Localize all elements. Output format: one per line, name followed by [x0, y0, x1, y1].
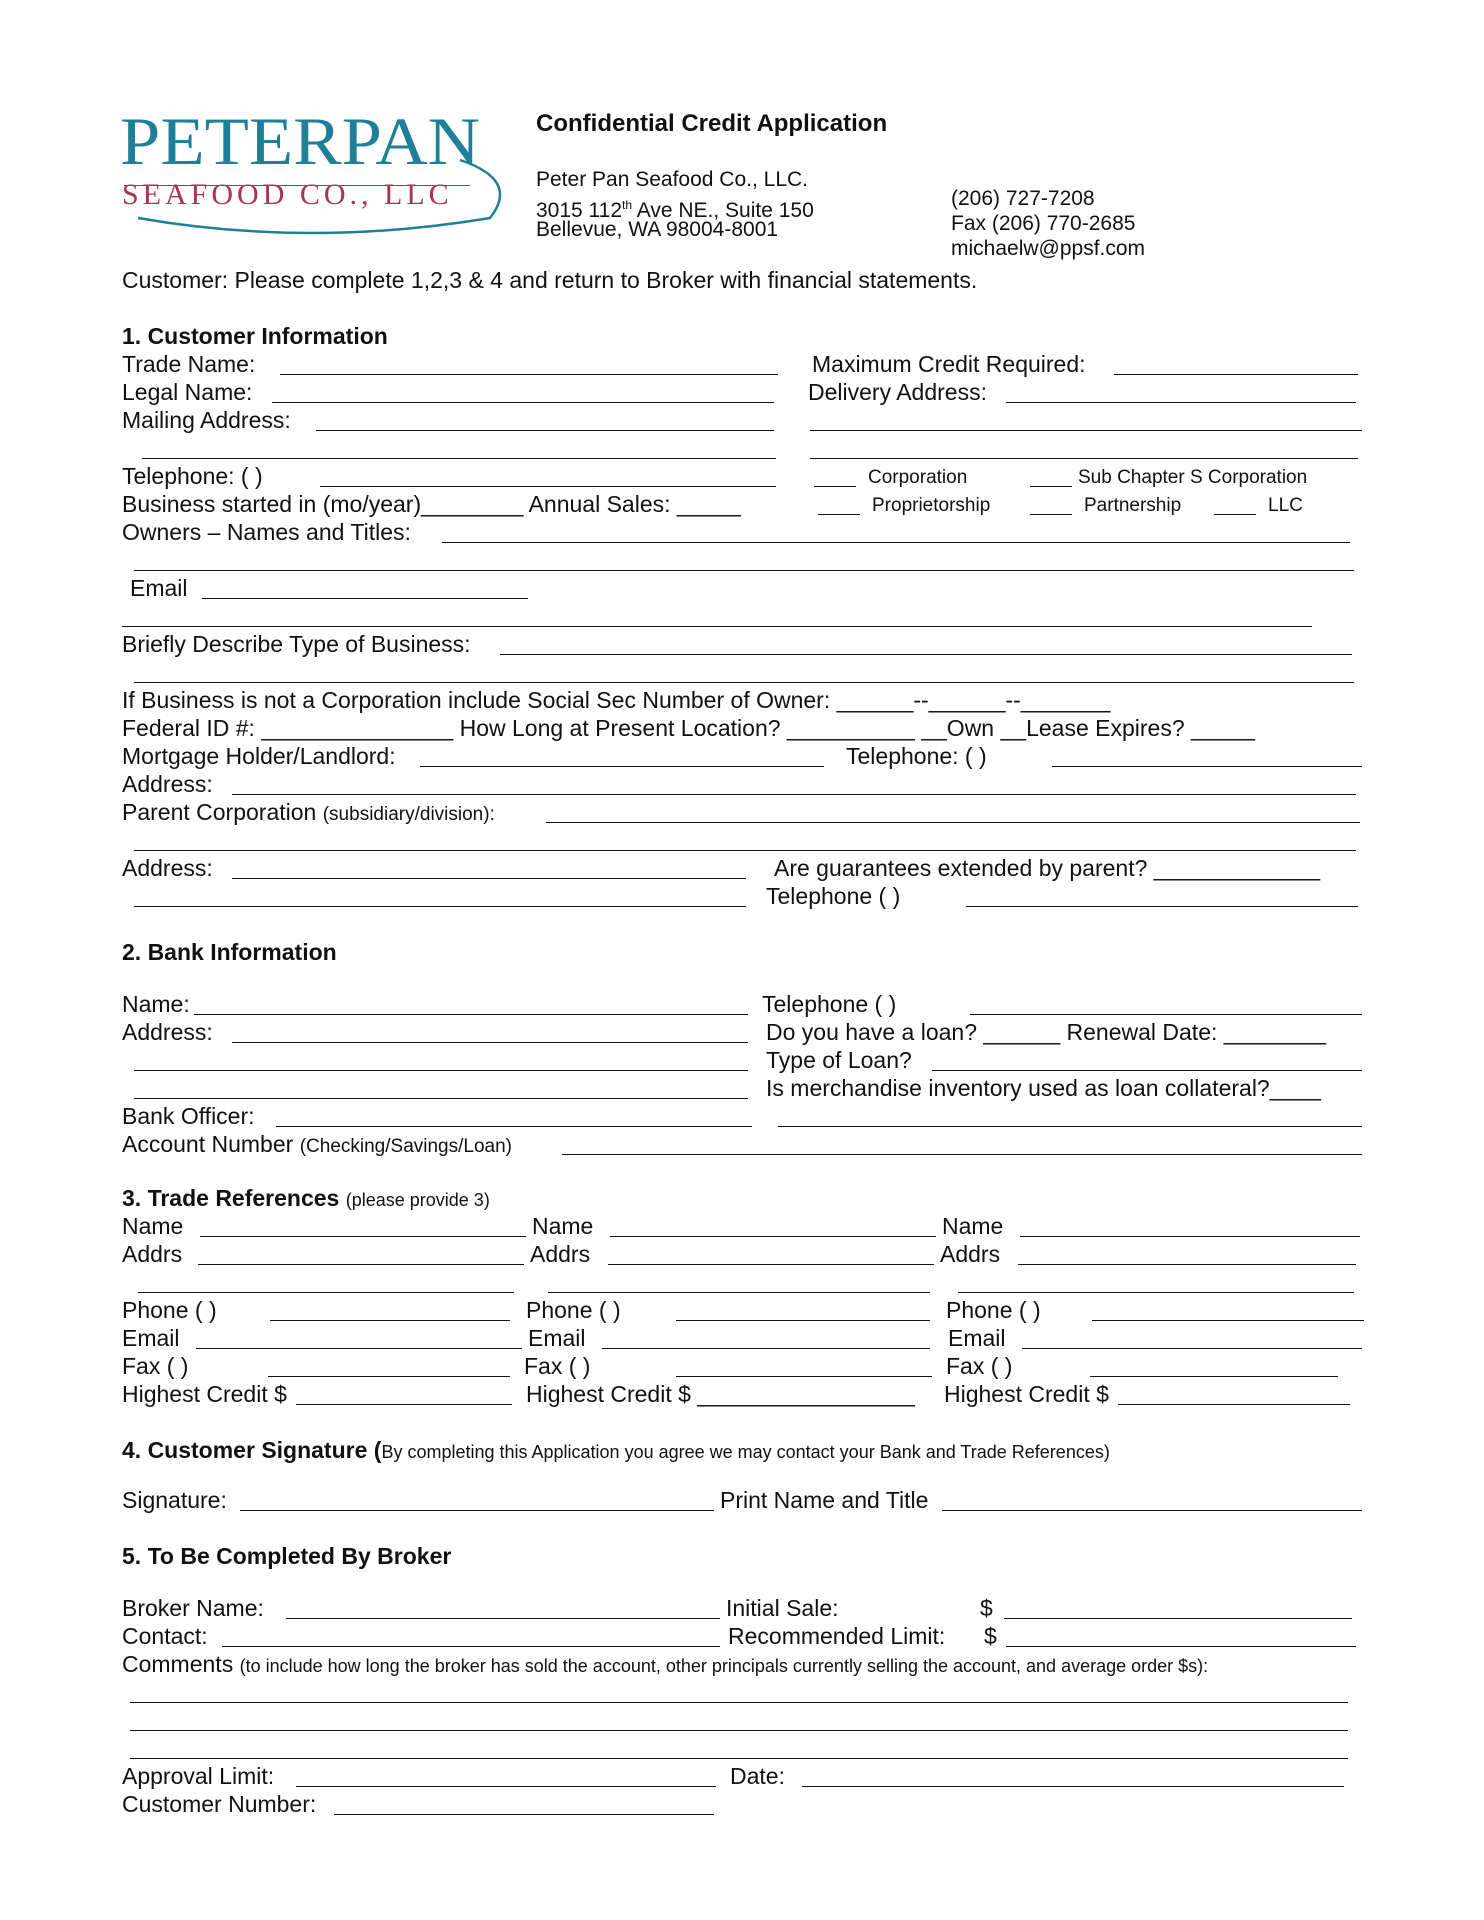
delivery-address-label: Delivery Address: [808, 379, 987, 405]
ref1-email-label: Email [122, 1325, 180, 1351]
initial-sale-label: Initial Sale: [726, 1595, 839, 1621]
telephone-label: Telephone: ( ) [122, 463, 263, 489]
ref2-highest-credit-label: Highest Credit $ _________________ [526, 1381, 915, 1407]
parent-corporation-field-2[interactable] [134, 850, 1356, 851]
guarantees-label: Are guarantees extended by parent? _____________ [774, 855, 1321, 881]
max-credit-field[interactable] [1114, 374, 1358, 375]
mailing-address-label: Mailing Address: [122, 407, 291, 433]
blank-line[interactable] [122, 626, 1312, 627]
print-name-label: Print Name and Title [720, 1487, 929, 1513]
ref2-addrs-label: Addrs [530, 1241, 591, 1267]
corporation-label: Corporation [868, 467, 968, 488]
parent-address-field[interactable] [232, 878, 746, 879]
mortgage-telephone-field[interactable] [1052, 766, 1362, 767]
ref1-fax-field[interactable] [268, 1376, 510, 1377]
describe-business-field[interactable] [500, 654, 1352, 655]
company-phone: (206) 727-7208 [951, 187, 1095, 210]
ref1-phone-label: Phone ( ) [122, 1297, 217, 1323]
ref2-email-field[interactable] [602, 1348, 930, 1349]
print-name-field[interactable] [942, 1510, 1362, 1511]
owners-label: Owners – Names and Titles: [122, 519, 411, 545]
ref1-addrs-label: Addrs [122, 1241, 183, 1267]
ssn-label: If Business is not a Corporation include Social Sec Number of Owner: ______--______--_______ [122, 687, 1111, 713]
ref2-phone-label: Phone ( ) [526, 1297, 621, 1323]
business-started-label: Business started in (mo/year)________ Annual Sales: _____ [122, 491, 741, 517]
ref1-phone-field[interactable] [270, 1320, 510, 1321]
proprietorship-label: Proprietorship [872, 495, 991, 516]
instructions: Customer: Please complete 1,2,3 & 4 and return to Broker with financial statements. [122, 267, 978, 293]
bank-officer-label: Bank Officer: [122, 1103, 255, 1129]
ref3-highest-credit-field[interactable] [1118, 1404, 1350, 1405]
mailing-address-field[interactable] [316, 430, 774, 431]
ref1-addrs-field[interactable] [198, 1264, 524, 1265]
email-field[interactable] [202, 598, 528, 599]
trade-name-label: Trade Name: [122, 351, 256, 377]
contact-field[interactable] [222, 1646, 720, 1647]
ref1-addrs-field-2[interactable] [138, 1292, 514, 1293]
bank-address-field-3[interactable] [134, 1098, 748, 1099]
logo-wordmark: PETERPAN [120, 103, 480, 179]
section-3-heading: 3. Trade References (please provide 3) [122, 1185, 490, 1211]
ref3-email-label: Email [948, 1325, 1006, 1351]
bank-address-field-2[interactable] [134, 1070, 748, 1071]
parent-telephone-field[interactable] [966, 906, 1358, 907]
legal-name-field[interactable] [272, 402, 774, 403]
ref1-highest-credit-field[interactable] [296, 1404, 512, 1405]
loan-type-field[interactable] [932, 1070, 1362, 1071]
ref1-highest-credit-label: Highest Credit $ [122, 1381, 287, 1407]
delivery-address-field-2[interactable] [810, 430, 1362, 431]
ref2-fax-field[interactable] [676, 1376, 932, 1377]
section-5-heading: 5. To Be Completed By Broker [122, 1543, 452, 1569]
bank-officer-field[interactable] [276, 1126, 752, 1127]
max-credit-label: Maximum Credit Required: [812, 351, 1086, 377]
describe-business-label: Briefly Describe Type of Business: [122, 631, 471, 657]
company-fax: Fax (206) 770-2685 [951, 212, 1136, 235]
comments-field-1[interactable] [130, 1702, 1348, 1703]
ref2-name-label: Name [532, 1213, 594, 1239]
mortgage-telephone-label: Telephone: ( ) [846, 743, 987, 769]
ref3-phone-label: Phone ( ) [946, 1297, 1041, 1323]
recommended-limit-dollar: $ [984, 1623, 997, 1649]
customer-number-label: Customer Number: [122, 1791, 317, 1817]
contact-label: Contact: [122, 1623, 208, 1649]
page-title: Confidential Credit Application [536, 110, 888, 137]
proprietorship-checkbox[interactable] [818, 514, 860, 515]
account-number-field[interactable] [562, 1154, 1362, 1155]
bank-name-field[interactable] [194, 1014, 748, 1015]
section-2-heading: 2. Bank Information [122, 939, 337, 965]
delivery-address-field-3[interactable] [810, 458, 1358, 459]
ref3-name-field[interactable] [1020, 1236, 1360, 1237]
email-label: Email [130, 575, 188, 601]
ref3-email-field[interactable] [1022, 1348, 1362, 1349]
initial-sale-field[interactable] [1004, 1618, 1352, 1619]
parent-corporation-field[interactable] [546, 822, 1360, 823]
corporation-checkbox[interactable] [814, 486, 856, 487]
bank-address-field[interactable] [232, 1042, 748, 1043]
ref3-highest-credit-label: Highest Credit $ [944, 1381, 1109, 1407]
mortgage-holder-label: Mortgage Holder/Landlord: [122, 743, 396, 769]
account-number-label: Account Number (Checking/Savings/Loan) [122, 1131, 512, 1157]
legal-name-label: Legal Name: [122, 379, 253, 405]
ref3-addrs-label: Addrs [940, 1241, 1001, 1267]
ref2-addrs-field[interactable] [608, 1264, 934, 1265]
comments-label: Comments (to include how long the broker has sold the account, other principals currently selling the account, and average order $s): [122, 1651, 1209, 1677]
parent-address-label: Address: [122, 855, 213, 881]
owners-field-2[interactable] [134, 570, 1354, 571]
ref3-fax-field[interactable] [1090, 1376, 1338, 1377]
comments-field-3[interactable] [130, 1758, 1348, 1759]
parent-corporation-label: Parent Corporation (subsidiary/division): [122, 799, 495, 825]
bank-name-label: Name: [122, 991, 190, 1017]
logo-rule [124, 185, 470, 186]
ref1-email-field[interactable] [196, 1348, 522, 1349]
ref3-addrs-field-2[interactable] [958, 1292, 1354, 1293]
mailing-address-field-2[interactable] [142, 458, 776, 459]
bank-address-label: Address: [122, 1019, 213, 1045]
loan-type-label: Type of Loan? [766, 1047, 912, 1073]
peter-pan-logo [120, 100, 510, 240]
signature-label: Signature: [122, 1487, 227, 1513]
company-email: michaelw@ppsf.com [951, 237, 1146, 260]
trade-name-field[interactable] [280, 374, 778, 375]
sub-s-checkbox[interactable] [1030, 486, 1072, 487]
delivery-address-field[interactable] [1006, 402, 1356, 403]
sub-s-label: Sub Chapter S Corporation [1078, 467, 1308, 488]
bank-telephone-label: Telephone ( ) [762, 991, 897, 1017]
company-name: Peter Pan Seafood Co., LLC. [536, 168, 809, 191]
ref2-phone-field[interactable] [676, 1320, 930, 1321]
company-city: Bellevue, WA 98004-8001 [536, 218, 779, 241]
ref2-fax-label: Fax ( ) [524, 1353, 591, 1379]
ref3-addrs-field[interactable] [1018, 1264, 1356, 1265]
partnership-label: Partnership [1084, 495, 1182, 516]
approval-limit-field[interactable] [296, 1786, 716, 1787]
recommended-limit-label: Recommended Limit: [728, 1623, 946, 1649]
approval-limit-label: Approval Limit: [122, 1763, 275, 1789]
ref3-name-label: Name [942, 1213, 1004, 1239]
initial-sale-dollar: $ [980, 1595, 993, 1621]
customer-number-field[interactable] [334, 1814, 714, 1815]
company-street: 3015 112th Ave NE., Suite 150 [536, 198, 814, 222]
date-label: Date: [730, 1763, 785, 1789]
describe-business-field-2[interactable] [134, 682, 1354, 683]
section-4-heading: 4. Customer Signature (By completing this Application you agree we may contact your Bank and Trade References) [122, 1437, 1110, 1463]
mortgage-holder-field[interactable] [420, 766, 824, 767]
broker-name-field[interactable] [286, 1618, 720, 1619]
ref1-fax-label: Fax ( ) [122, 1353, 189, 1379]
recommended-limit-field[interactable] [1006, 1646, 1356, 1647]
ref3-fax-label: Fax ( ) [946, 1353, 1013, 1379]
owners-field[interactable] [442, 542, 1350, 543]
bank-telephone-field[interactable] [970, 1014, 1362, 1015]
broker-name-label: Broker Name: [122, 1595, 264, 1621]
telephone-field[interactable] [320, 486, 776, 487]
ref1-name-field[interactable] [200, 1236, 526, 1237]
parent-address-field-2[interactable] [134, 906, 746, 907]
ref2-name-field[interactable] [610, 1236, 936, 1237]
ref3-phone-field[interactable] [1092, 1320, 1364, 1321]
ref2-addrs-field-2[interactable] [548, 1292, 930, 1293]
logo-subtitle: SEAFOOD CO., LLC [122, 178, 453, 211]
llc-label: LLC [1268, 495, 1303, 516]
llc-checkbox[interactable] [1214, 514, 1256, 515]
parent-telephone-label: Telephone ( ) [766, 883, 901, 909]
signature-field[interactable] [240, 1510, 714, 1511]
partnership-checkbox[interactable] [1030, 514, 1072, 515]
ref2-email-label: Email [528, 1325, 586, 1351]
federal-id-label: Federal ID #: _______________ How Long at Present Location? __________ __Own __Lease Expires? _____ [122, 715, 1255, 741]
address-field[interactable] [232, 794, 1356, 795]
address-label: Address: [122, 771, 213, 797]
collateral-label: Is merchandise inventory used as loan collateral?____ [766, 1075, 1321, 1101]
section-1-heading: 1. Customer Information [122, 323, 388, 349]
ref1-name-label: Name [122, 1213, 184, 1239]
date-field[interactable] [802, 1786, 1344, 1787]
bank-officer-field-2[interactable] [778, 1126, 1362, 1127]
comments-field-2[interactable] [130, 1730, 1348, 1731]
loan-label: Do you have a loan? ______ Renewal Date: ________ [766, 1019, 1327, 1045]
